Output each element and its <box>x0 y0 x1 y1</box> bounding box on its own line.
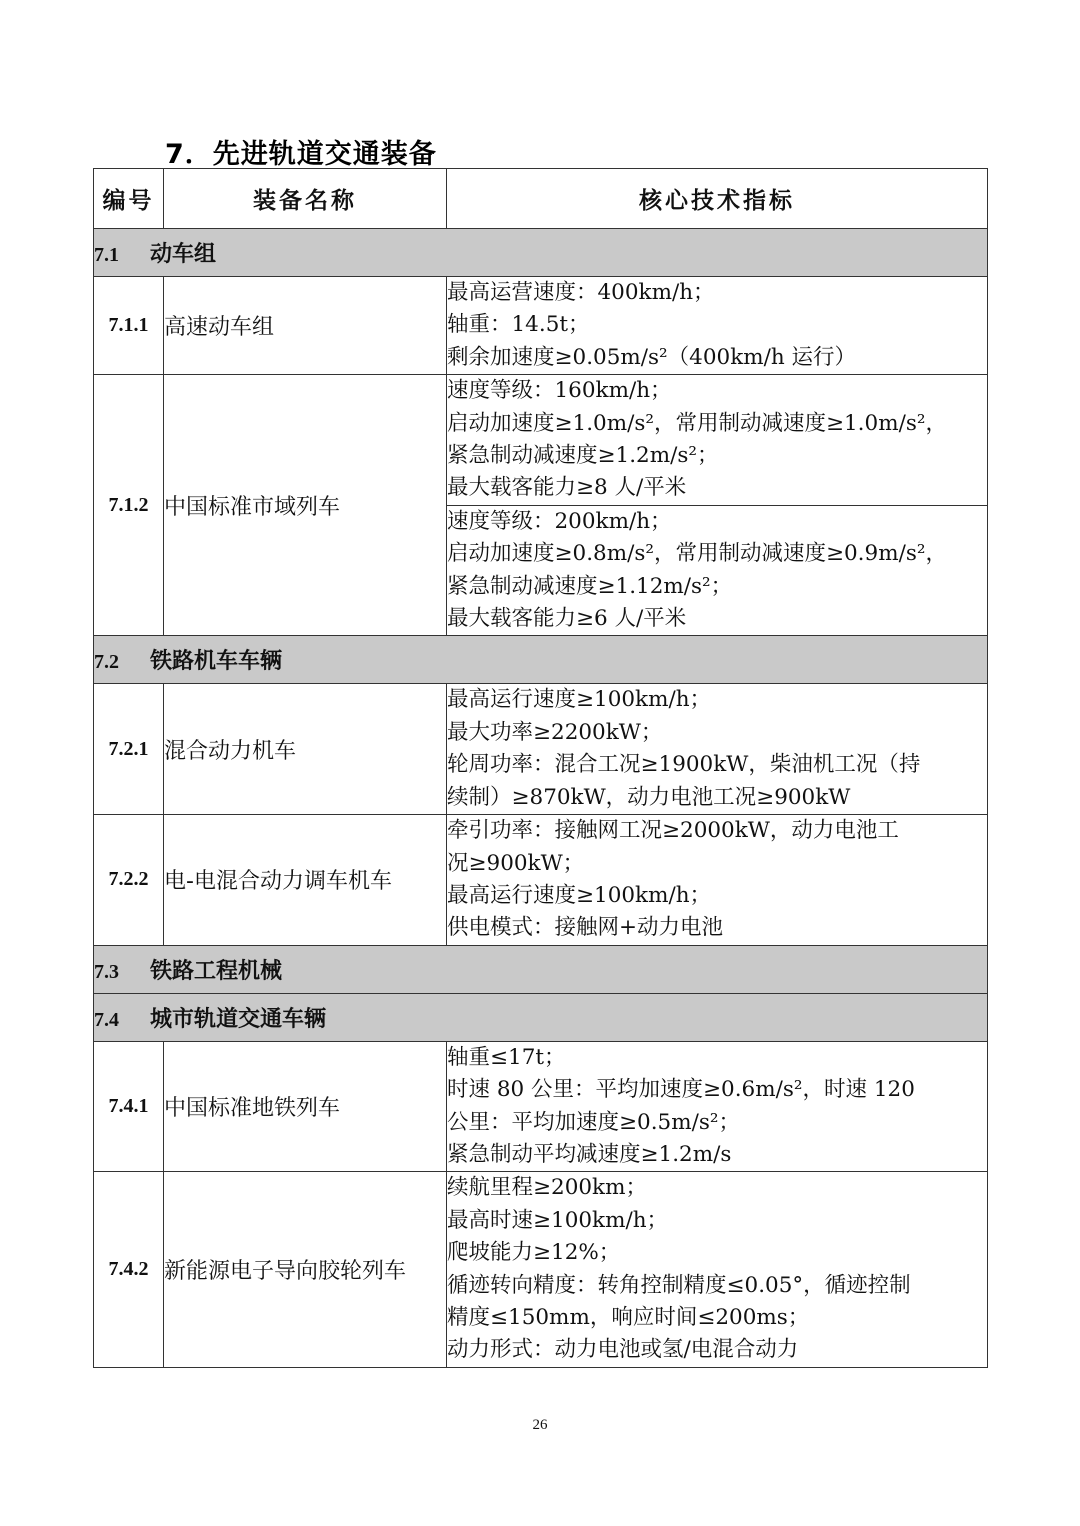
spec-line: 最高时速≥100km/h； <box>447 1207 669 1233</box>
spec-cell <box>447 815 988 946</box>
item-number: 7.1.1 <box>94 277 164 375</box>
spec-line: 精度≤150mm，响应时间≤200ms； <box>447 1304 810 1330</box>
category-cell <box>94 229 988 277</box>
spec-line: 最高运行速度≥100km/h； <box>447 687 712 713</box>
header-spec: 核心技术指标 <box>447 169 988 229</box>
item-number: 7.2.1 <box>94 684 164 815</box>
category-number: 7.4 <box>94 1008 119 1031</box>
spec-line: 启动加速度≥0.8m/s²，常用制动减速度≥0.9m/s²， <box>447 541 947 567</box>
category-row <box>94 993 988 1041</box>
table-row <box>94 1041 988 1172</box>
spec-cell <box>447 1172 988 1367</box>
item-number: 7.2.2 <box>94 815 164 946</box>
spec-line: 动力形式：动力电池或氢/电混合动力 <box>447 1337 799 1363</box>
table-body <box>94 229 988 1368</box>
spec-line: 牵引功率：接触网工况≥2000kW，动力电池工 <box>447 818 899 844</box>
spec-line: 爬坡能力≥12%； <box>447 1240 621 1266</box>
equipment-name: 中国标准市域列车 <box>164 375 447 636</box>
item-number: 7.4.2 <box>94 1172 164 1367</box>
spec-line: 供电模式：接触网+动力电池 <box>447 915 724 941</box>
spec-line: 启动加速度≥1.0m/s²，常用制动减速度≥1.0m/s²， <box>447 410 947 436</box>
spec-line: 轮周功率：混合工况≥1900kW，柴油机工况（持 <box>447 752 921 778</box>
spec-cell <box>447 375 988 506</box>
spec-line: 最大载客能力≥8 人/平米 <box>447 475 687 501</box>
spec-cell <box>447 1041 988 1172</box>
spec-line: 最大载客能力≥6 人/平米 <box>447 606 687 632</box>
equipment-name: 高速动车组 <box>164 277 447 375</box>
category-cell <box>94 636 988 684</box>
category-cell <box>94 993 988 1041</box>
category-label: 铁路机车车辆 <box>150 649 283 675</box>
section-title: 7．先进轨道交通装备 <box>165 139 437 170</box>
spec-line: 续航里程≥200km； <box>447 1175 647 1201</box>
spec-line: 最高运行速度≥100km/h； <box>447 882 712 908</box>
category-row <box>94 229 988 277</box>
table-row <box>94 375 988 506</box>
category-number: 7.3 <box>94 960 119 983</box>
spec-cell <box>447 277 988 375</box>
category-cell <box>94 945 988 993</box>
spec-line: 轴重：14.5t； <box>447 312 590 338</box>
spec-line: 最大功率≥2200kW； <box>447 719 663 745</box>
item-number: 7.1.2 <box>94 375 164 636</box>
table-row <box>94 1172 988 1367</box>
spec-line: 轴重≤17t； <box>447 1044 566 1070</box>
spec-line: 况≥900kW； <box>447 850 585 876</box>
table-row <box>94 815 988 946</box>
category-row <box>94 945 988 993</box>
category-number: 7.2 <box>94 651 119 674</box>
equipment-spec-table <box>93 168 988 1368</box>
spec-line: 剩余加速度≥0.05m/s²（400km/h 运行） <box>447 344 857 370</box>
spec-line: 紧急制动减速度≥1.12m/s²； <box>447 573 733 599</box>
spec-line: 紧急制动减速度≥1.2m/s²； <box>447 443 719 469</box>
table-row <box>94 684 988 815</box>
table-row <box>94 277 988 375</box>
spec-line: 最高运营速度：400km/h； <box>447 280 715 305</box>
category-label: 铁路工程机械 <box>150 958 283 984</box>
item-number: 7.4.1 <box>94 1041 164 1172</box>
spec-line: 公里：平均加速度≥0.5m/s²； <box>447 1109 740 1135</box>
spec-cell <box>447 684 988 815</box>
category-number: 7.1 <box>94 244 119 266</box>
equipment-name: 新能源电子导向胶轮列车 <box>164 1172 447 1367</box>
spec-line: 速度等级：200km/h； <box>447 508 672 534</box>
spec-line: 速度等级：160km/h； <box>447 378 672 404</box>
equipment-name: 混合动力机车 <box>164 684 447 815</box>
header-no: 编号 <box>94 169 164 229</box>
spec-line: 紧急制动平均减速度≥1.2m/s <box>447 1141 732 1167</box>
spec-cell <box>447 505 988 636</box>
spec-line: 时速 80 公里：平均加速度≥0.6m/s²，时速 120 <box>447 1077 915 1103</box>
header-name: 装备名称 <box>164 169 447 229</box>
spec-line: 续制）≥870kW，动力电池工况≥900kW <box>447 784 851 810</box>
page-number: 26 <box>532 1417 548 1433</box>
category-label: 动车组 <box>150 242 217 267</box>
equipment-name: 中国标准地铁列车 <box>164 1041 447 1172</box>
equipment-name: 电-电混合动力调车机车 <box>164 815 447 946</box>
category-label: 城市轨道交通车辆 <box>150 1006 327 1032</box>
spec-line: 循迹转向精度：转角控制精度≤0.05°，循迹控制 <box>447 1272 911 1298</box>
category-row <box>94 636 988 684</box>
table-header-row <box>94 169 988 229</box>
